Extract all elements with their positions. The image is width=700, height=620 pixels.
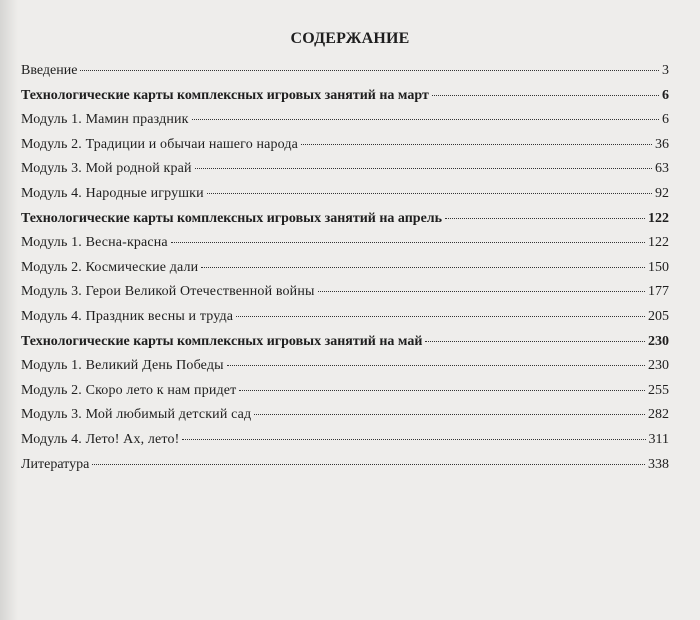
toc-module-entry: [21, 137, 669, 162]
dot-leader: [182, 439, 645, 440]
toc-entry-label: Модуль 1. Мамин праздник: [21, 112, 189, 128]
toc-module-entry: [21, 235, 669, 260]
toc-entry-label: Технологические карты комплексных игровых занятий на март: [21, 87, 429, 103]
toc-entry-label: Модуль 1. Великий День Победы: [21, 358, 224, 374]
toc-module-entry: [21, 284, 669, 309]
page-gutter-shadow: [0, 0, 18, 620]
dot-leader: [201, 267, 645, 268]
toc-entry-label: Модуль 2. Скоро лето к нам придет: [21, 382, 237, 398]
dot-leader: [445, 218, 645, 219]
toc-page-number: 255: [648, 382, 669, 398]
toc-module-entry: [21, 407, 669, 432]
toc-entry-label: Технологические карты комплексных игровых занятий на май: [21, 333, 423, 349]
toc-page-number: 92: [655, 185, 669, 201]
dot-leader: [192, 119, 659, 120]
toc-page-number: 150: [648, 259, 669, 275]
toc-entry: [21, 457, 669, 482]
toc-entry-label: Технологические карты комплексных игровых занятий на апрель: [21, 210, 443, 226]
dot-leader: [171, 242, 645, 243]
toc-page-number: 3: [662, 63, 669, 78]
dot-leader: [207, 193, 652, 194]
toc-entry-label: Модуль 3. Герои Великой Отечественной войны: [21, 284, 315, 300]
toc-entry-label: Литература: [21, 456, 90, 472]
toc-entry: [21, 63, 669, 88]
dot-leader: [92, 464, 645, 465]
toc-page-number: 230: [648, 333, 669, 349]
toc-page-number: 338: [648, 456, 669, 472]
toc-entry-label: Модуль 3. Мой родной край: [21, 161, 192, 177]
toc-module-entry: [21, 260, 669, 285]
toc-module-entry: [21, 186, 669, 211]
toc-entry-label: Введение: [21, 63, 78, 78]
toc-entry-label: Модуль 2. Традиции и обычаи нашего народа: [21, 136, 299, 152]
toc-module-entry: [21, 432, 669, 457]
dot-leader: [195, 168, 652, 169]
dot-leader: [80, 70, 659, 71]
dot-leader: [432, 95, 659, 96]
toc-module-entry: [21, 383, 669, 408]
dot-leader: [425, 341, 645, 342]
dot-leader: [239, 390, 645, 391]
page-title: СОДЕРЖАНИЕ: [290, 30, 410, 47]
toc-page-number: 311: [648, 431, 669, 447]
toc-section-entry: [21, 211, 669, 236]
toc-entry-label: Модуль 2. Космические дали: [21, 259, 199, 275]
toc-entry-label: Модуль 3. Мой любимый детский сад: [21, 407, 252, 423]
toc-module-entry: [21, 112, 669, 137]
table-of-contents: [21, 63, 669, 481]
toc-section-entry: [21, 88, 669, 113]
toc-module-entry: [21, 161, 669, 186]
toc-entry-label: Модуль 4. Праздник весны и труда: [21, 308, 234, 324]
dot-leader: [236, 316, 645, 317]
toc-entry-label: Модуль 4. Лето! Ах, лето!: [21, 431, 180, 447]
toc-page-number: 6: [662, 87, 669, 103]
toc-module-entry: [21, 358, 669, 383]
toc-entry-label: Модуль 1. Весна-красна: [21, 235, 168, 251]
toc-page-number: 282: [648, 407, 669, 423]
toc-page-number: 205: [648, 308, 669, 324]
toc-page-number: 122: [648, 210, 669, 226]
toc-entry-label: Модуль 4. Народные игрушки: [21, 185, 204, 201]
dot-leader: [254, 414, 645, 415]
toc-module-entry: [21, 309, 669, 334]
toc-page-number: 6: [662, 112, 669, 128]
toc-page-number: 122: [648, 235, 669, 251]
dot-leader: [318, 291, 645, 292]
toc-page-number: 177: [648, 284, 669, 300]
dot-leader: [227, 365, 645, 366]
dot-leader: [301, 144, 652, 145]
toc-page-number: 230: [648, 358, 669, 374]
toc-page-number: 36: [655, 136, 669, 152]
toc-section-entry: [21, 334, 669, 359]
toc-page-number: 63: [655, 161, 669, 177]
